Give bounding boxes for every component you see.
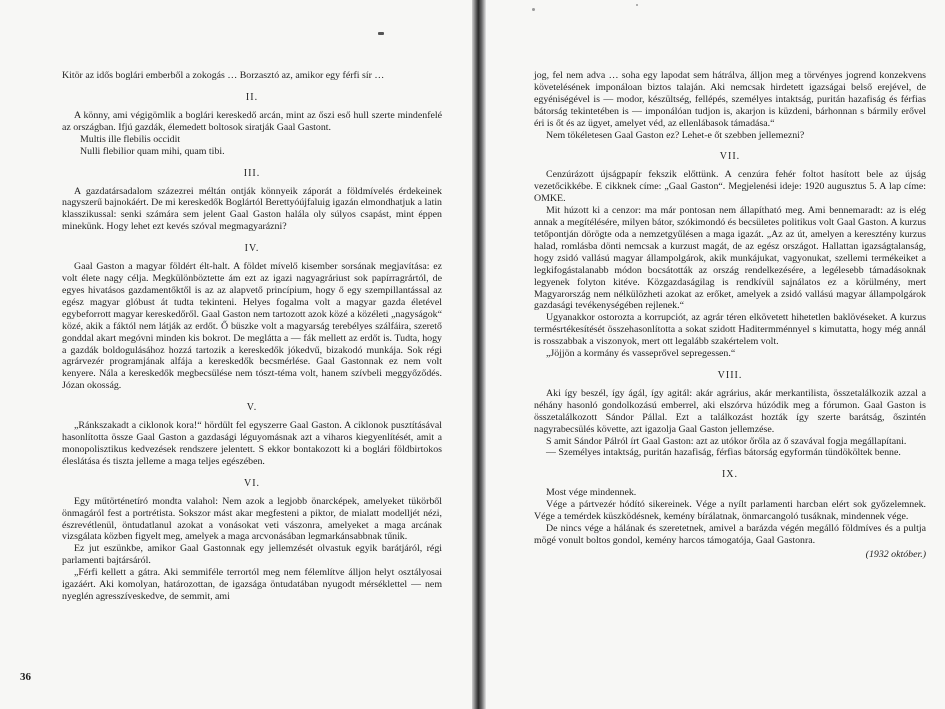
section-heading: IX. bbox=[721, 469, 739, 481]
paragraph: Most vége mindennek. bbox=[546, 487, 637, 499]
paper-speck bbox=[636, 4, 638, 6]
section-heading: II. bbox=[245, 91, 259, 103]
paragraph: Kitör az idős boglári emberből a zokogás … Borzasztó az, amikor egy férfi sír … bbox=[62, 70, 385, 81]
paragraph: Gaal Gaston a magyar földért élt-halt. A földet mívelő kisember sorsának megjavítása: ez volt élete nagy célja. Megkülönböztette ám ezt az igazi nagyagráriust sok papírragrártól, de egyes hivatásos gazdamentőktől is az az alapvető princípium, hogy ő egy szempillantással az egész magyar glóbust át tudta tekinteni. Helyes fogalma volt a magyar gazda életével egybeforrott magyar kereskedőről. Gaal Gaston nem tartozott azok közé a közéleti „nagyságok“ közé, akik a fáktól nem látják az erdőt. Ő büszke volt a magyarság terebélyes szálfáira, szerető gonddal akart megóvni minden kis bokrot. De meglátta a — fák mellett az erdőt is. Tudta, hogy a gazdák boldogulásához hozzá tartozik a kereskedők jókedvű, bizakodó munkája. Sok régi agrárvezér programjának alfája a kereskedők becsmérlése. Gaal Gastonnak ez nem volt kenyere. Nála a kereskedők megbecsülése nem tószt-téma volt, hanem szívbeli meggyőződés. Józan okosság. bbox=[62, 261, 442, 392]
ink-mark bbox=[378, 32, 384, 35]
paragraph: Mit húzott ki a cenzor: ma már pontosan nem állapítható meg. Ami bennemaradt: az is elég annak a megítélésére, milyen bátor, szókimondó és becsületes politikus volt Gaal Gaston. A kurzus tetőpontján dörögte oda a nemzetgyűlésen a maga igazát. „Az az út, amelyen a keresztény kurzus halad, romlásba dönti nemcsak a kurzust magát, de az egész országot. Hallattan igazságtalanság, hogy zsidó vallású magyar állampolgárok, akik munkájukat, vagyonukat, szellemi termékeiket a legkifogástalanabb módon bocsátották az ország rendelkezésére, a legélesebb támadásoknak legyenek folyton kitéve. Közgazdaságilag is rendkívül sajnálatos ez a körülmény, mert Magyarország nem nélkülözheti azokat az erőket, amelyek a zsidó vallású magyar állampolgárok gazdasági tevékenységében rejlenek.“ bbox=[534, 205, 926, 312]
paragraph: De nincs vége a hálának és szeretetnek, amivel a barázda végén megálló földmíves és a pultja mögé vonult boltos gondol, kemény harcos támogatója, Gaal Gastonra. bbox=[534, 523, 926, 546]
right-page bbox=[486, 0, 945, 709]
paragraph: — Személyes intaktság, puritán hazafiság, férfias bátorság egyformán tündököltek benne. bbox=[546, 447, 901, 459]
book-gutter bbox=[472, 0, 486, 709]
paragraph: A könny, ami végigömlik a boglári kereskedő arcán, mint az őszi eső hull szerte mindenfelé az országban. Ifjú gazdák, élemedett boltosok siratják Gaal Gastont. bbox=[62, 109, 442, 133]
section-heading: V. bbox=[246, 402, 258, 414]
paragraph: S amit Sándor Pálról írt Gaal Gaston: azt az utókor őrőla az ő szavával fogja megállapítani. bbox=[546, 435, 907, 447]
paragraph: „Jöjjön a kormány és vasseprővel sepregessen.“ bbox=[546, 348, 736, 360]
section-heading: VII. bbox=[719, 151, 741, 163]
section-heading: VI. bbox=[243, 477, 261, 489]
paragraph: jog, fel nem adva … soha egy lapodat sem hátrálva, álljon meg a törvényes jogrend konzekvens követelésének imponáloan biztos talaján. Aki nemcsak hirdetett igazságai belső erejével, de egyéniségével is — modor, készültség, fellépés, személyes intaktság, puritán hazafiság és férfias bátorság tekintetében is — imponálóan tudjon is, akarjon is küzdeni, bárhonnan s bármily erővel éri is őt és az ügyet, amelyet véd, az ellenlábasok támadása.“ bbox=[534, 70, 926, 129]
paper-speck bbox=[532, 8, 535, 11]
paragraph: Ugyanakkor ostorozta a korrupciót, az agrár téren elkövetett hihetetlen baklövéseket. A kurzus termésrtékesítését összehasonlította a sokat szidott Haditermménnyel s kimutatta, hogy még annál is rosszabbak a viszonyok, mert ott legalább szakértelem volt. bbox=[534, 312, 926, 348]
verse-line: Multis ille flebilis occidit bbox=[80, 133, 181, 145]
paragraph: Nem tökéletesen Gaal Gaston ez? Lehet-e őt szebben jellemezni? bbox=[546, 129, 805, 141]
paragraph: „Ránkszakadt a ciklonok kora!“ hördült fel egyszerre Gaal Gaston. A ciklonok pusztításával hasonlította össze Gaal Gaston a gazdasági léguyomásnak azt a viharos kiegyenlítését, amit a monopolisztikus kedvezések rendszere jelentett. S ekkor bontakozott ki a boglári földbirtokos éleslátása és tiszta jelleme a maga teljes egészében. bbox=[62, 420, 442, 467]
verse-line: Nulli flebilior quam mihi, quam tibi. bbox=[80, 145, 225, 157]
paragraph: Cenzúrázott újságpapír fekszik előttünk. A cenzúra fehér foltot hasított bele az újság vezetőcikkébe. E cikknek címe: „Gaal Gaston“. Megjelenési ideje: 1920 augusztus 5. A lap címe: OMKE. bbox=[534, 169, 926, 205]
paragraph: Aki így beszél, így ágál, így agitál: akár agrárius, akár merkantilista, összetalálkozik azzal a néhány hasonló gondolkozású emberrel, aki elszórva húzódik meg a fórumon. Gaal Gaston is összetalálkozott Sándor Pállal. Ezt a találkozást hozták így szerte barátság, őszintén nagyrabecsülés követte, azt igazolja Gaal Gaston jellemzése. bbox=[534, 387, 926, 435]
left-page-text bbox=[62, 70, 442, 603]
left-page bbox=[0, 0, 472, 709]
date-signoff: (1932 október.) bbox=[865, 548, 926, 560]
paragraph: Egy műtörténetíró mondta valahol: Nem azok a legjobb önarcképek, amelyeket tükörből önmagáról fest a portrétista. Sokszor mást akar megfesteni a piktor, de mialatt modelljét nézi, észrevétlenül, öntudatlanul azokat a vonásokat veti vászonra, amelyeket a maga arcának vizsgálata közben figyelt meg, amelyek a maga arcvonásában legmarkánsabbnak tűnik. bbox=[62, 495, 442, 543]
paragraph: „Férfi kellett a gátra. Aki semmiféle terrortól meg nem félemlítve álljon helyt osztályosai igazáért. Aki komolyan, határozottan, de igazsága öntudatában nyugodt mérséklettel — nem nyeglén agresszíveskedve, de semmit, ami bbox=[62, 567, 442, 602]
paragraph: Ez jut eszünkbe, amikor Gaal Gastonnak egy jellemzését olvastuk egyik barátjáról, régi parlamenti bajtársáról. bbox=[62, 543, 442, 567]
right-page-text bbox=[534, 70, 926, 561]
page-number: 36 bbox=[20, 671, 31, 683]
paragraph: Vége a pártvezér hódító sikereinek. Vége a nyílt parlamenti harcban elért sok győzelemnek. Vége a temérdek küszködésnek, kemény bírálatnak, önmarcangoló tusáknak, mindennek vége. bbox=[534, 499, 926, 523]
section-heading: III. bbox=[243, 167, 261, 179]
section-heading: VIII. bbox=[717, 369, 743, 381]
section-heading: IV. bbox=[244, 243, 260, 255]
paragraph: A gazdatársadalom százezrei méltán ontják könnyeik záporát a földmívelés érdekeinek nagyszerű bajnokáért. De mi kereskedők Boglártól Berettyóújfaluig igazán elmondhatjuk a latin klasszikussal: senki számára sem jelent Gaal Gaston halála oly súlyos csapást, mint éppen minekünk. Hogy lehet ezt kevés szóval megmagyarázni? bbox=[62, 185, 442, 233]
